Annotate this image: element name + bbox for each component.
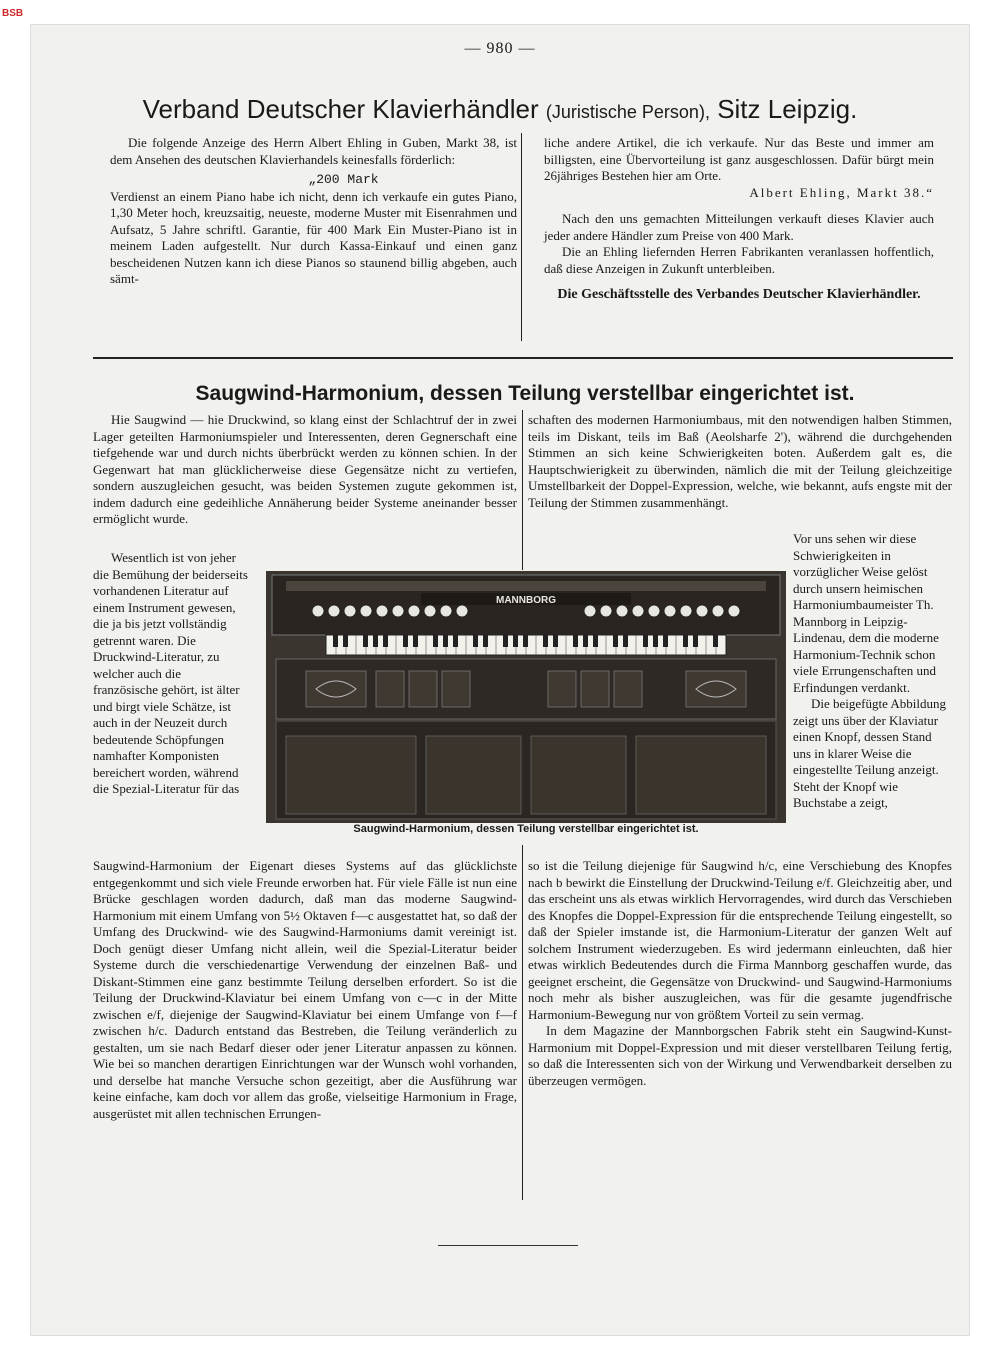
ad-signature: Albert Ehling, Markt 38.“ [749,184,934,200]
article-right-top [528,412,952,511]
article-left-lower [93,858,517,1122]
article-divider-top [522,410,523,570]
article-paragraph-7: so ist die Teilung diejenige für Saugwind h/c, eine Verschiebung des Knopfes nach b bewirkt die Einstellung der Druckwind-Teilung e/f. Gleichzeitig aber, und das erscheint uns als etwas wirklich Hervorragendes, wird durch das Verschieben des Knopfes die Doppel-Expression für die entsprechende Teilung eingestellt, so daß der Spieler imstande ist, die Harmonium-Literatur der ganzen Welt auf solchem Instrument wiederzugeben. Es wird jedermann einleuchten, daß hier etwas wirklich Bedeutendes durch die Firma Mannborg geschaffen wurde, das geeignet erscheint, die Gegensätze von Druckwind- und Saugwind-Harmoniums noch mehr als bisher auszugleichen, was für die gesamte jugendfrische Harmonium-Bewegung nur von größtem Vorteil zu sein vermag. [528,858,952,1022]
brand-label: MANNBORG [496,595,556,606]
article-right-lower [528,858,952,1089]
ad-text-left: Verdienst an einem Piano habe ich nicht, denn ich verkaufe ein gutes Piano, 1,30 Meter hoch, kreuzsaitig, neueste, moderne Muster mit Eisenrahmen und Aufsatz, 5 Jahre schriftl. Garantie, für 400 Mark Ein Muster-Piano ist in meinem Laden aufgestellt. Nur durch Kassa-Einkauf und einen ganz bescheidenen Nutzen kann ich diese Pianos so staunend billig abgeben, auch sämt- [110,188,517,286]
ad-text-right: liche andere Artikel, die ich verkaufe. Nur das Beste und immer am billigsten, eine Übervorteilung ist ganz ausgeschlossen. Dafür bürgt mein 26jähriges Bestehen hier am Orte. [544,135,934,183]
ad-title: „200 Mark [308,172,379,187]
footer-rule [438,1245,578,1246]
harmonium-illustration [266,571,786,823]
notice-left-column [110,135,517,288]
article-paragraph-4: schaften des modernen Harmoniumbaus, mit den notwendigen halben Stimmen, teils im Diskant, teils im Baß (Aeolsharfe 2'), während die durchgehenden Stimmen an sich keine Schwierigkeiten boten. Außerdem galt es, die Hauptschwierigkeit zu überwinden, nämlich die mit der Teilung gleichzeitige Umstellbarkeit der Doppel-Expression, welche, wie bekannt, aufs engste mit der Teilung der Stimmen zusammenhängt. [528,412,952,510]
association-heading [60,94,940,125]
article-left-narrow [93,550,248,798]
notice-signature: Die Geschäftsstelle des Verbandes Deutscher Klavierhändler. [557,287,921,302]
article-paragraph-2: Wesentlich ist von jeher die Bemühung der beiderseits vorhandenen Literatur auf einem Instrument gewesen, die ja bis jetzt vollständig getrennt waren. Die Druckwind-Literatur, zu welcher auch die französische gehört, ist älter und birgt viele Schätze, ist auch in der Neuzeit durch bedeutende Schöpfungen namhafter Komponisten bereichert worden, während die Spezial-Literatur für das [93,550,248,796]
notice-intro: Die folgende Anzeige des Herrn Albert Ehling in Guben, Markt 38, ist dem Ansehen des deutschen Klavierhandels keinesfalls förderlich: [110,135,517,167]
article-paragraph-5: Vor uns sehen wir diese Schwierigkeiten in vorzüglicher Weise gelöst durch unsern heimischen Harmoniumbaumeister Th. Mannborg in Leipzig-Lindenau, dem die moderne Harmonium-Technik schon viele Errungenschaften und Erfindungen verdankt. [793,531,939,695]
article-right-narrow [793,531,951,812]
article-paragraph-1: Hie Saugwind — hie Druckwind, so klang einst der Schlachtruf der in zwei Lager geteilten Harmoniumspieler und Interessenten, deren Gegnerschaft eine tiefgehende war und durch nichts überbrückt werden zu können schien. In der Gegenwart hat man glücklicherweise diese Gegensätze nicht zu vertiefen, sondern auszugleichen gesucht, was beiden Systemen zugute gekommen ist, indem dadurch eine gedeihliche Annäherung beider Systeme aneinander besser ermöglicht wurde. [93,412,517,526]
heading-subtitle: (Juristische Person), [545,102,710,122]
figure-caption: Saugwind-Harmonium, dessen Teilung verstellbar eingerichtet ist. [353,823,699,835]
article-left-top [93,412,517,528]
notice-right-column [544,135,934,304]
heading-seat: Sitz Leipzig. [717,94,858,124]
page-number: — 980 — [464,40,536,57]
notice-paragraph-2: Die an Ehling liefernden Herren Fabrikanten veranlassen hoffentlich, daß diese Anzeigen in Zukunft unterbleiben. [544,244,934,276]
section-rule [93,357,953,359]
article-divider-bottom [522,845,523,1200]
notice-paragraph-1: Nach den uns gemachten Mitteilungen verkauft dieses Klavier auch jeder andere Händler zum Preise von 400 Mark. [544,211,934,243]
article-title: Saugwind-Harmonium, dessen Teilung verstellbar eingerichtet ist. [195,382,855,405]
library-stamp: BSB [2,8,24,19]
notice-column-divider [521,133,522,341]
article-paragraph-8: In dem Magazine der Mannborgschen Fabrik steht ein Saugwind-Kunst-Harmonium mit Doppel-Expression und mit dieser verstellbaren Teilung fertig, so daß die Interessenten sich von der Wirkung und Verwendbarkeit derselben zu überzeugen vermögen. [528,1023,952,1088]
article-paragraph-3: Saugwind-Harmonium der Eigenart dieses Systems auf das glücklichste entgegenkommt und sich viele Freunde erworben hat. Für viele Fälle ist nun eine Brücke geschlagen worden dadurch, daß man das moderne Saugwind-Harmonium mit einem Umfang von 5½ Oktaven f—c ausgestattet hat, so daß der Umfang des Druckwind- wie des Saugwind-Harmoniums damit vereinigt ist. Doch genügt dieser Umfang nicht allein, weil die Spezial-Literatur beider Systeme durch die verschiedenartige Verwendung der einzelnen Baß- und Diskant-Stimmen eine ganz bestimmte Teilung derselben erfordert. So ist die Teilung der Druckwind-Klaviatur bei einem Umfang von c—c in der Mitte zwischen e/f, diejenige der Saugwind-Klaviatur bei einem Umfange von f—f zwischen h/c. Dadurch entstand das Bestreben, die Teilung veränderlich zu gestalten, um sie nach Bedarf dieser oder jener Literatur anpassen zu können. Wie bei so manchen derartigen Einrichtungen war der Wunsch wohl vorhanden, und derselbe hat manche Versuche schon gezeitigt, aber die Ausführung war keine einfache, kam doch vor allem das große, vielseitige Harmonium in Frage, ausgerüstet mit allen technischen Errungen- [93,858,517,1121]
article-paragraph-6: Die beigefügte Abbildung zeigt uns über der Klaviatur einen Knopf, dessen Stand uns in klarer Weise die eingestellte Teilung anzeigt. Steht der Knopf wie Buchstabe a zeigt, [793,696,947,810]
heading-title: Verband Deutscher Klavierhändler [142,94,539,124]
